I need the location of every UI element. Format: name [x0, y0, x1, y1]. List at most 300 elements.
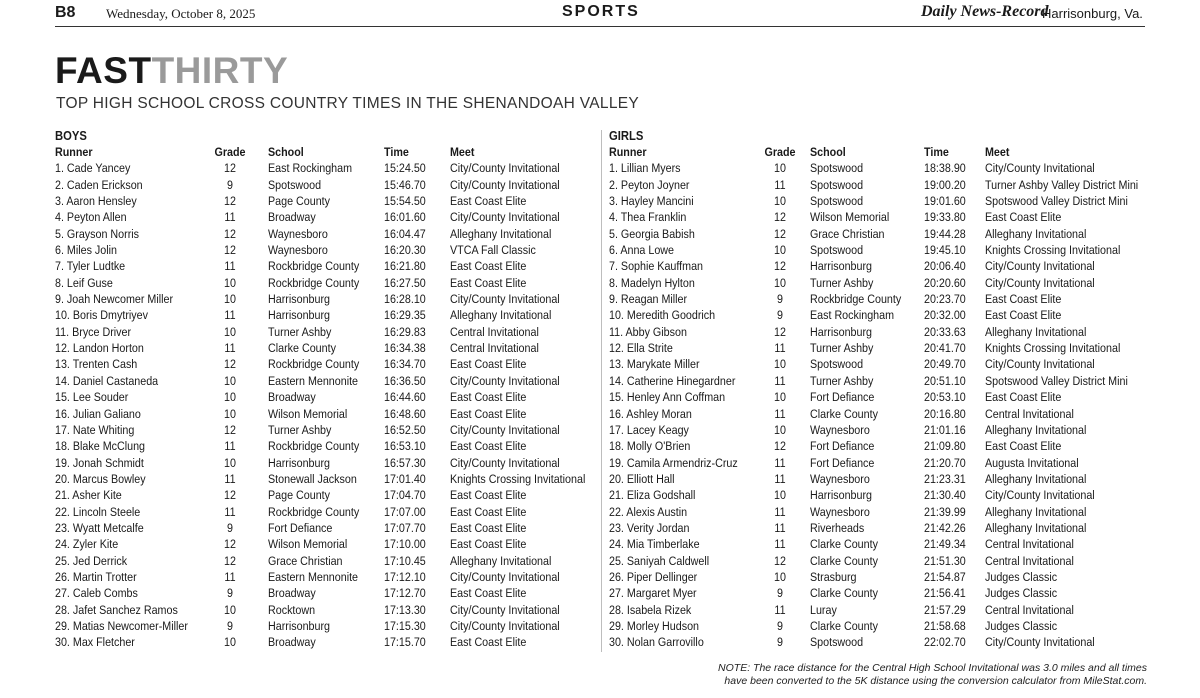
boys-table-row: [55, 242, 600, 258]
girls-meet-cell: Augusta Invitational: [985, 455, 1079, 470]
boys-grade-cell: 11: [224, 308, 236, 323]
girls-table-row: [609, 193, 1149, 209]
girls-table-row: [609, 487, 1149, 503]
boys-school-cell: Harrisonburg: [268, 455, 330, 470]
boys-meet-cell: Alleghany Invitational: [450, 226, 552, 241]
boys-table-row: [55, 553, 600, 569]
girls-time-cell: 20:33.63: [924, 324, 966, 339]
boys-table-row: [55, 258, 600, 274]
boys-grade-cell: 11: [224, 259, 236, 274]
page-subtitle: TOP HIGH SCHOOL CROSS COUNTRY TIMES IN THE SHENANDOAH VALLEY: [56, 95, 640, 112]
girls-runner-cell: 23. Verity Jordan: [609, 520, 690, 535]
girls-table-row: [609, 258, 1149, 274]
boys-table-row: [55, 504, 600, 520]
boys-school-cell: Stonewall Jackson: [268, 471, 357, 486]
girls-time-cell: 19:44.28: [924, 226, 966, 241]
girls-time-cell: 21:30.40: [924, 488, 966, 503]
boys-school-cell: Rockbridge County: [268, 439, 360, 454]
boys-meet-cell: Central Invitational: [450, 341, 539, 356]
girls-runner-cell: 20. Elliott Hall: [609, 471, 675, 486]
boys-time-cell: 17:13.30: [384, 602, 426, 617]
boys-table-row: [55, 602, 600, 618]
girls-grade-cell: 11: [774, 341, 786, 356]
boys-runner-cell: 11. Bryce Driver: [55, 324, 132, 339]
boys-meet-cell: City/County Invitational: [450, 602, 560, 617]
boys-grade-cell: 12: [224, 194, 236, 209]
girls-runner-cell: 29. Morley Hudson: [609, 618, 700, 633]
girls-grade-cell: 11: [774, 455, 786, 470]
girls-table-row: [609, 536, 1149, 552]
girls-grade-cell: 10: [774, 275, 786, 290]
page-number: B8: [55, 4, 76, 21]
girls-meet-cell: Judges Classic: [985, 569, 1058, 584]
girls-runner-cell: 25. Saniyah Caldwell: [609, 553, 710, 568]
girls-table-row: [609, 455, 1149, 471]
boys-school-cell: Waynesboro: [268, 226, 328, 241]
girls-school-cell: Fort Defiance: [810, 439, 875, 454]
girls-table-row: [609, 373, 1149, 389]
boys-meet-cell: Central Invitational: [450, 324, 539, 339]
boys-runner-cell: 15. Lee Souder: [55, 390, 129, 405]
boys-runner-cell: 26. Martin Trotter: [55, 569, 137, 584]
boys-time-cell: 17:15.70: [384, 635, 426, 650]
boys-school-cell: Rockbridge County: [268, 259, 360, 274]
boys-runner-cell: 12. Landon Horton: [55, 341, 144, 356]
girls-school-cell: Fort Defiance: [810, 455, 875, 470]
boys-table-row: [55, 373, 600, 389]
girls-meet-cell: City/County Invitational: [985, 635, 1095, 650]
girls-school-cell: Rockbridge County: [810, 292, 902, 307]
girls-grade-cell: 11: [774, 471, 786, 486]
header-grade: Grade: [214, 145, 246, 159]
girls-school-cell: Spotswood: [810, 243, 864, 258]
publication-date: Wednesday, October 8, 2025: [106, 6, 256, 21]
boys-school-cell: Wilson Memorial: [268, 537, 348, 552]
boys-school-cell: Rockbridge County: [268, 275, 360, 290]
girls-time-cell: 20:49.70: [924, 357, 966, 372]
boys-grade-cell: 11: [224, 471, 236, 486]
girls-school-cell: Spotswood: [810, 194, 864, 209]
girls-time-cell: 21:01.16: [924, 422, 966, 437]
boys-meet-cell: City/County Invitational: [450, 569, 560, 584]
girls-meet-cell: Alleghany Invitational: [985, 520, 1087, 535]
boys-time-cell: 17:12.10: [384, 569, 426, 584]
girls-table-row: [609, 471, 1149, 487]
girls-time-cell: 18:38.90: [924, 161, 966, 176]
girls-grade-cell: 12: [774, 226, 786, 241]
boys-runner-cell: 13. Trenten Cash: [55, 357, 138, 372]
boys-table-row: [55, 324, 600, 340]
boys-time-cell: 16:34.38: [384, 341, 426, 356]
header-time: Time: [384, 145, 409, 159]
boys-grade-cell: 10: [224, 406, 236, 421]
girls-school-cell: Strasburg: [810, 569, 857, 584]
boys-table-row: [55, 618, 600, 634]
girls-meet-cell: Knights Crossing Invitational: [985, 243, 1121, 258]
boys-runner-cell: 22. Lincoln Steele: [55, 504, 141, 519]
boys-school-cell: Broadway: [268, 586, 316, 601]
boys-meet-cell: City/County Invitational: [450, 210, 560, 225]
girls-school-cell: Grace Christian: [810, 226, 885, 241]
boys-meet-cell: East Coast Elite: [450, 586, 527, 601]
girls-time-cell: 20:06.40: [924, 259, 966, 274]
boys-runner-cell: 1. Cade Yancey: [55, 161, 131, 176]
boys-time-cell: 16:29.83: [384, 324, 426, 339]
girls-grade-cell: 9: [777, 292, 783, 307]
boys-grade-cell: 9: [227, 177, 233, 192]
girls-grade-cell: 10: [774, 390, 786, 405]
girls-time-cell: 21:23.31: [924, 471, 966, 486]
boys-school-cell: Harrisonburg: [268, 618, 330, 633]
girls-table-row: [609, 242, 1149, 258]
girls-runner-cell: 14. Catherine Hinegardner: [609, 373, 736, 388]
boys-grade-cell: 10: [224, 324, 236, 339]
girls-school-cell: Waynesboro: [810, 471, 870, 486]
boys-grade-cell: 9: [227, 520, 233, 535]
boys-runner-cell: 30. Max Fletcher: [55, 635, 135, 650]
boys-school-cell: Grace Christian: [268, 553, 343, 568]
girls-meet-cell: Central Invitational: [985, 537, 1074, 552]
girls-time-cell: 21:56.41: [924, 586, 966, 601]
boys-table-row: [55, 585, 600, 601]
boys-meet-cell: East Coast Elite: [450, 504, 527, 519]
boys-time-cell: 17:10.00: [384, 537, 426, 552]
girls-school-cell: Spotswood: [810, 357, 864, 372]
girls-meet-cell: Central Invitational: [985, 406, 1074, 421]
girls-meet-cell: Alleghany Invitational: [985, 504, 1087, 519]
boys-runner-cell: 7. Tyler Ludtke: [55, 259, 126, 274]
girls-meet-cell: Judges Classic: [985, 618, 1058, 633]
boys-school-cell: Harrisonburg: [268, 308, 330, 323]
boys-grade-cell: 12: [224, 161, 236, 176]
header-meet: Meet: [450, 145, 475, 159]
boys-runner-cell: 20. Marcus Bowley: [55, 471, 146, 486]
girls-grade-cell: 10: [774, 488, 786, 503]
girls-school-cell: Luray: [810, 602, 837, 617]
boys-grade-cell: 10: [224, 390, 236, 405]
girls-time-cell: 21:58.68: [924, 618, 966, 633]
boys-table-row: [55, 487, 600, 503]
girls-runner-cell: 7. Sophie Kauffman: [609, 259, 704, 274]
girls-time-cell: 20:41.70: [924, 341, 966, 356]
girls-meet-cell: Knights Crossing Invitational: [985, 341, 1121, 356]
boys-table-row: [55, 536, 600, 552]
boys-time-cell: 15:46.70: [384, 177, 426, 192]
boys-grade-cell: 12: [224, 226, 236, 241]
girls-grade-cell: 9: [777, 635, 783, 650]
girls-grade-cell: 11: [774, 602, 786, 617]
boys-school-cell: Fort Defiance: [268, 520, 333, 535]
girls-grade-cell: 10: [774, 194, 786, 209]
title-part-thirty: THIRTY: [151, 50, 289, 91]
girls-meet-cell: Alleghany Invitational: [985, 324, 1087, 339]
girls-table-row: [609, 209, 1149, 225]
boys-meet-cell: East Coast Elite: [450, 259, 527, 274]
girls-meet-cell: City/County Invitational: [985, 161, 1095, 176]
girls-table-row: [609, 504, 1149, 520]
boys-time-cell: 16:29.35: [384, 308, 426, 323]
girls-runner-cell: 11. Abby Gibson: [609, 324, 687, 339]
girls-school-cell: Turner Ashby: [810, 341, 874, 356]
girls-table: [609, 128, 1149, 651]
girls-meet-cell: East Coast Elite: [985, 210, 1062, 225]
girls-table-row: [609, 307, 1149, 323]
girls-runner-cell: 4. Thea Franklin: [609, 210, 687, 225]
girls-heading: GIRLS: [609, 129, 644, 143]
boys-time-cell: 16:20.30: [384, 243, 426, 258]
girls-runner-cell: 12. Ella Strite: [609, 341, 673, 356]
boys-grade-cell: 10: [224, 455, 236, 470]
boys-runner-cell: 17. Nate Whiting: [55, 422, 135, 437]
girls-school-cell: Harrisonburg: [810, 488, 872, 503]
boys-time-cell: 17:07.00: [384, 504, 426, 519]
girls-column-headers: [609, 144, 1149, 160]
page-title: [55, 51, 288, 91]
boys-meet-cell: City/County Invitational: [450, 422, 560, 437]
girls-meet-cell: Alleghany Invitational: [985, 471, 1087, 486]
girls-school-cell: Spotswood: [810, 635, 864, 650]
boys-column-headers: [55, 144, 600, 160]
boys-time-cell: 16:36.50: [384, 373, 426, 388]
boys-meet-cell: City/County Invitational: [450, 618, 560, 633]
boys-school-cell: Clarke County: [268, 341, 336, 356]
girls-grade-cell: 10: [774, 243, 786, 258]
boys-runner-cell: 25. Jed Derrick: [55, 553, 128, 568]
girls-school-cell: Clarke County: [810, 586, 878, 601]
girls-time-cell: 19:00.20: [924, 177, 966, 192]
girls-runner-cell: 16. Ashley Moran: [609, 406, 692, 421]
girls-grade-cell: 12: [774, 324, 786, 339]
boys-grade-cell: 12: [224, 553, 236, 568]
boys-school-cell: Eastern Mennonite: [268, 569, 359, 584]
boys-time-cell: 16:27.50: [384, 275, 426, 290]
boys-meet-cell: East Coast Elite: [450, 635, 527, 650]
boys-runner-cell: 28. Jafet Sanchez Ramos: [55, 602, 178, 617]
girls-school-cell: Spotswood: [810, 177, 864, 192]
girls-meet-cell: City/County Invitational: [985, 357, 1095, 372]
boys-runner-cell: 23. Wyatt Metcalfe: [55, 520, 144, 535]
note-line-2: have been converted to the 5K distance using the conversion calculator from MileStat.com.: [724, 675, 1147, 687]
girls-grade-cell: 9: [777, 618, 783, 633]
girls-meet-cell: City/County Invitational: [985, 275, 1095, 290]
boys-table-row: [55, 340, 600, 356]
boys-grade-cell: 12: [224, 537, 236, 552]
girls-school-cell: Clarke County: [810, 537, 878, 552]
boys-school-cell: Wilson Memorial: [268, 406, 348, 421]
girls-grade-cell: 11: [774, 537, 786, 552]
boys-time-cell: 16:34.70: [384, 357, 426, 372]
boys-school-cell: Rockbridge County: [268, 504, 360, 519]
girls-runner-cell: 21. Eliza Godshall: [609, 488, 696, 503]
boys-runner-cell: 4. Peyton Allen: [55, 210, 127, 225]
boys-table-row: [55, 634, 600, 650]
boys-meet-cell: East Coast Elite: [450, 390, 527, 405]
girls-time-cell: 21:57.29: [924, 602, 966, 617]
girls-runner-cell: 2. Peyton Joyner: [609, 177, 690, 192]
girls-grade-cell: 12: [774, 439, 786, 454]
boys-grade-cell: 11: [224, 504, 236, 519]
boys-table-row: [55, 422, 600, 438]
girls-time-cell: 22:02.70: [924, 635, 966, 650]
boys-time-cell: 17:07.70: [384, 520, 426, 535]
header-time: Time: [924, 145, 949, 159]
girls-runner-cell: 1. Lillian Myers: [609, 161, 681, 176]
girls-time-cell: 20:53.10: [924, 390, 966, 405]
newspaper-location: Harrisonburg, Va.: [1042, 6, 1143, 21]
girls-time-cell: 21:09.80: [924, 439, 966, 454]
girls-table-row: [609, 324, 1149, 340]
girls-grade-cell: 11: [774, 406, 786, 421]
boys-table-row: [55, 307, 600, 323]
girls-meet-cell: Judges Classic: [985, 586, 1058, 601]
girls-school-cell: Spotswood: [810, 161, 864, 176]
boys-meet-cell: East Coast Elite: [450, 194, 527, 209]
boys-school-cell: Waynesboro: [268, 243, 328, 258]
boys-grade-cell: 12: [224, 357, 236, 372]
girls-school-cell: Turner Ashby: [810, 275, 874, 290]
girls-runner-cell: 17. Lacey Keagy: [609, 422, 689, 437]
boys-table-row: [55, 177, 600, 193]
girls-school-cell: Harrisonburg: [810, 324, 872, 339]
boys-time-cell: 16:52.50: [384, 422, 426, 437]
girls-school-cell: Waynesboro: [810, 422, 870, 437]
girls-table-row: [609, 177, 1149, 193]
girls-time-cell: 20:23.70: [924, 292, 966, 307]
boys-school-cell: Eastern Mennonite: [268, 373, 359, 388]
boys-school-cell: Broadway: [268, 390, 316, 405]
boys-table-row: [55, 406, 600, 422]
girls-time-cell: 19:33.80: [924, 210, 966, 225]
girls-table-row: [609, 356, 1149, 372]
boys-school-cell: Turner Ashby: [268, 324, 332, 339]
girls-table-row: [609, 226, 1149, 242]
boys-school-cell: Turner Ashby: [268, 422, 332, 437]
boys-runner-cell: 14. Daniel Castaneda: [55, 373, 159, 388]
girls-table-row: [609, 291, 1149, 307]
boys-meet-cell: East Coast Elite: [450, 537, 527, 552]
girls-runner-cell: 24. Mia Timberlake: [609, 537, 700, 552]
girls-school-cell: Clarke County: [810, 406, 878, 421]
boys-runner-cell: 6. Miles Jolin: [55, 243, 117, 258]
boys-grade-cell: 10: [224, 602, 236, 617]
boys-school-cell: Harrisonburg: [268, 292, 330, 307]
boys-grade-cell: 11: [224, 341, 236, 356]
boys-table-row: [55, 520, 600, 536]
girls-runner-cell: 30. Nolan Garrovillo: [609, 635, 704, 650]
boys-runner-cell: 16. Julian Galiano: [55, 406, 141, 421]
girls-grade-cell: 11: [774, 373, 786, 388]
boys-runner-cell: 29. Matias Newcomer-Miller: [55, 618, 188, 633]
boys-school-cell: Rockbridge County: [268, 357, 360, 372]
girls-meet-cell: East Coast Elite: [985, 390, 1062, 405]
boys-meet-cell: Knights Crossing Invitational: [450, 471, 586, 486]
boys-runner-cell: 5. Grayson Norris: [55, 226, 140, 241]
boys-table-row: [55, 275, 600, 291]
boys-meet-cell: City/County Invitational: [450, 177, 560, 192]
boys-table-row: [55, 438, 600, 454]
header-runner: Runner: [609, 145, 647, 159]
girls-grade-cell: 9: [777, 586, 783, 601]
girls-runner-cell: 8. Madelyn Hylton: [609, 275, 695, 290]
boys-table-row: [55, 389, 600, 405]
boys-time-cell: 17:10.45: [384, 553, 426, 568]
title-part-fast: FAST: [55, 50, 152, 91]
girls-meet-cell: Spotswood Valley District Mini: [985, 373, 1128, 388]
girls-runner-cell: 3. Hayley Mancini: [609, 194, 694, 209]
girls-runner-cell: 18. Molly O'Brien: [609, 439, 691, 454]
boys-grade-cell: 10: [224, 275, 236, 290]
note-line-1: NOTE: The race distance for the Central High School Invitational was 3.0 miles and all times: [718, 662, 1147, 674]
boys-time-cell: 16:48.60: [384, 406, 426, 421]
girls-time-cell: 21:49.34: [924, 537, 966, 552]
girls-time-cell: 20:51.10: [924, 373, 966, 388]
boys-time-cell: 17:15.30: [384, 618, 426, 633]
page-header: [55, 0, 1145, 27]
girls-time-cell: 21:39.99: [924, 504, 966, 519]
girls-runner-cell: 19. Camila Armendriz-Cruz: [609, 455, 738, 470]
boys-grade-cell: 12: [224, 243, 236, 258]
girls-time-cell: 21:20.70: [924, 455, 966, 470]
girls-school-cell: Harrisonburg: [810, 259, 872, 274]
girls-runner-cell: 22. Alexis Austin: [609, 504, 688, 519]
boys-meet-cell: Alleghany Invitational: [450, 553, 552, 568]
boys-meet-cell: City/County Invitational: [450, 455, 560, 470]
girls-grade-cell: 10: [774, 422, 786, 437]
boys-meet-cell: East Coast Elite: [450, 439, 527, 454]
boys-school-cell: Page County: [268, 194, 331, 209]
boys-meet-cell: East Coast Elite: [450, 275, 527, 290]
boys-time-cell: 16:28.10: [384, 292, 426, 307]
girls-table-row: [609, 520, 1149, 536]
girls-grade-cell: 9: [777, 308, 783, 323]
girls-time-cell: 21:54.87: [924, 569, 966, 584]
girls-table-row: [609, 160, 1149, 176]
header-runner: Runner: [55, 145, 93, 159]
boys-school-cell: Broadway: [268, 210, 316, 225]
girls-grade-cell: 10: [774, 161, 786, 176]
boys-runner-cell: 2. Caden Erickson: [55, 177, 143, 192]
section-name: SPORTS: [562, 3, 640, 20]
girls-time-cell: 19:45.10: [924, 243, 966, 258]
girls-time-cell: 20:20.60: [924, 275, 966, 290]
boys-runner-cell: 10. Boris Dmytriyev: [55, 308, 148, 323]
boys-time-cell: 16:04.47: [384, 226, 426, 241]
boys-school-cell: Spotswood: [268, 177, 322, 192]
boys-time-cell: 16:01.60: [384, 210, 426, 225]
girls-table-row: [609, 406, 1149, 422]
boys-meet-cell: City/County Invitational: [450, 292, 560, 307]
boys-meet-cell: Alleghany Invitational: [450, 308, 552, 323]
boys-meet-cell: East Coast Elite: [450, 406, 527, 421]
boys-time-cell: 16:57.30: [384, 455, 426, 470]
boys-runner-cell: 8. Leif Guse: [55, 275, 113, 290]
boys-table-row: [55, 193, 600, 209]
conversion-note: [587, 662, 1147, 688]
girls-runner-cell: 27. Margaret Myer: [609, 586, 697, 601]
girls-table-row: [609, 422, 1149, 438]
boys-time-cell: 16:53.10: [384, 439, 426, 454]
girls-meet-cell: Central Invitational: [985, 553, 1074, 568]
boys-grade-cell: 12: [224, 488, 236, 503]
boys-grade-cell: 10: [224, 373, 236, 388]
girls-table-row: [609, 569, 1149, 585]
boys-grade-cell: 11: [224, 569, 236, 584]
boys-grade-cell: 10: [224, 292, 236, 307]
girls-grade-cell: 11: [774, 177, 786, 192]
boys-meet-cell: City/County Invitational: [450, 373, 560, 388]
girls-runner-cell: 13. Marykate Miller: [609, 357, 700, 372]
girls-grade-cell: 11: [774, 520, 786, 535]
